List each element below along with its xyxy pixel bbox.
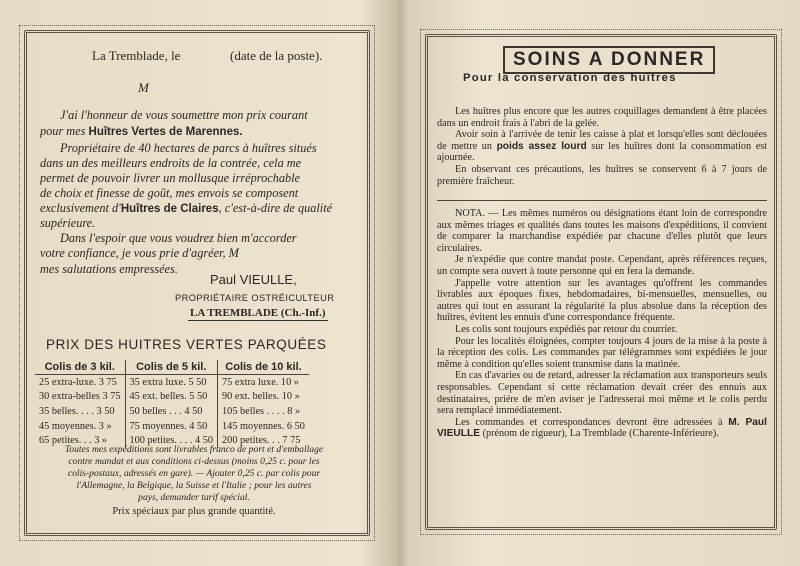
price-title: PRIX DES HUITRES VERTES PARQUÉES [46,337,327,352]
shipping-note-3: colis-postaux, adressés en gare). — Ajouter 0,25 c. par colis pour [67,468,321,479]
special-prices-note: Prix spéciaux par plus grande quantité. [112,506,276,517]
section-divider [437,200,767,201]
body-line-2: dans un des meilleurs endroits de la contrée, cela me [40,156,302,170]
care-paragraph [437,129,767,164]
brand-claires: Huîtres de Claires [120,203,219,215]
body-line-5 [40,201,332,217]
nota-paragraph: J'appelle votre attention sur les avantages qu'offrent les commandes livrables aux époques fixes, hebdomadaires, bi-mensuelles, mensuelles, ou autres qui tout en assurant la régularité la plus absolue dans la réception des huîtres, évitent les ennuis d'une correspondance fréquente. [437,277,767,324]
table-cell: 65 petites. . . 3 » [39,435,108,447]
date-note: (date de la poste). [230,48,323,63]
table-cell: 145 moyennes. 6 50 [218,419,309,434]
nota-paragraph: Je n'expédie que contre mandat poste. Cependant, après références reçues, un compte sera ouvert à toute personne qui en fera la demande. [437,254,767,277]
table-cell: 35 extra luxe. 5 50 [125,375,218,390]
shipping-note-5: pays, demander tarif spécial. [138,492,250,503]
table-cell: 25 extra-luxe. 3 75 [39,376,117,388]
body-text: , c'est-à-dire de qualité [218,201,333,215]
table-row [35,375,309,390]
nota-paragraph [437,417,767,440]
table-cell: 75 moyennes. 4 50 [125,419,218,434]
nota-paragraph: Les colis sont toujours expédiés par retour du courrier. [455,323,678,335]
salutation: M [138,80,149,95]
care-paragraph: Les huîtres plus encore que les autres coquillages demandent à être placées dans un endroit frais à l'abri de la gelée. [437,106,767,129]
nota-section [437,208,767,440]
price-table-header [35,360,309,375]
right-page [403,0,800,566]
table-cell: 50 belles . . . 4 50 [125,404,218,419]
table-header-cell: Colis de 3 kil. [35,360,125,375]
care-instructions [437,106,767,187]
price-table [35,360,309,448]
signature-name: Paul VIEULLE, [210,272,297,287]
nota-text: (prénom de rigueur), La Tremblade (Charente-Inférieure). [480,428,719,440]
closing-line-3: mes salutations empressées. [40,262,178,276]
nota-paragraph: Pour les localités éloignées, compter toujours 4 jours de la mise à la poste à la réception des colis. Les commandes par télégrammes sont expédiées le jour même à condition qu'elles soient transmise dans la matinée. [437,335,767,370]
stamp: LA TREMBLADE (Ch.-Inf.) [190,307,326,319]
brand-oysters: Huîtres Vertes de Marennes. [88,126,243,138]
table-cell: 45 moyennes. 3 » [39,420,112,432]
body-line-4: de choix et finesse de goût, mes envois se composent [40,186,299,200]
table-cell: 45 ext. belles. 5 50 [125,390,218,405]
shipping-note-1: Toutes mes expéditions sont livrables franco de port et d'emballage [64,444,324,455]
care-title: SOINS A DONNER [503,46,715,74]
table-cell: 100 petites. . . . 4 50 [125,433,218,448]
signature-title: PROPRIÉTAIRE OSTRÉICULTEUR [175,293,335,303]
shipping-note-2: contre mandat et aux conditions ci-dessus (moins 0,25 c. pour les [68,456,320,467]
body-text: exclusivement d' [40,201,121,215]
table-row [35,404,309,419]
intro-line-2 [40,124,243,140]
care-text: sur les huîtres dont la consommation est ajournée. [437,140,768,164]
table-cell: 105 belles . . . . 8 » [218,404,309,419]
table-row [35,390,309,405]
table-header-cell: Colis de 5 kil. [125,360,218,375]
table-cell: 75 extra luxe. 10 » [218,375,309,390]
care-emphasis: poids assez lourd [496,140,587,152]
care-text: Avoir soin à l'arrivée de tenir les caisse à plat et lorsqu'elles sont déclouées de mettre un [437,129,767,152]
intro-text: pour mes [40,124,89,138]
place-line: La Tremblade, le [92,48,181,63]
table-header-cell: Colis de 10 kil. [218,360,309,375]
table-cell: 30 extra-belles 3 75 [39,391,121,403]
body-line-6: supérieure. [40,216,96,230]
nota-paragraph: En cas d'avaries ou de retard, adresser la réclamation aux transporteurs seuls responsables. Cependant si cette réclamation devait créer des ennuis aux destinataires, priére de m'en aviser je l'adresserai moi même et le colis perdu sera remplacé immédiatement. [437,370,767,417]
care-paragraph: En observant ces précautions, les huîtres se conservent 6 à 7 jours de première fraîcheur. [437,163,767,187]
contact-name: M. Paul VIEULLE [437,416,767,440]
left-page [0,0,395,566]
table-cell: 200 petites. . . 7 75 [218,433,309,448]
closing-line-2: votre confiance, je vous prie d'agréer, M [40,246,239,260]
care-subtitle: Pour la conservation des huîtres [463,72,677,84]
intro-line-1: J'ai l'honneur de vous soumettre mon prix courant [60,108,308,122]
body-line-3: permet de pouvoir livrer un mollusque irréprochable [40,171,301,185]
table-cell: 90 ext. belles. 10 » [218,390,309,405]
nota-paragraph: NOTA. — Les mêmes numéros ou désignations étant loin de correspondre aux mêmes triages et qualités dans toutes les maisons d'expéditions, il convient de comparer la marchandise expédiée par chacune d'elles plutôt que leurs circulaires. [437,208,767,254]
table-row [35,419,309,434]
nota-text: Les commandes et correspondances devront être adressées à [455,416,729,428]
closing-line-1: Dans l'espoir que vous voudrez bien m'accorder [60,231,297,245]
body-line-1: Propriétaire de 40 hectares de parcs à huîtres situés [60,141,317,155]
table-cell: 35 belles. . . . 3 50 [39,405,115,417]
shipping-note-4: l'Allemagne, la Belgique, la Suisse et l'Italie ; pour les autres [76,480,312,491]
